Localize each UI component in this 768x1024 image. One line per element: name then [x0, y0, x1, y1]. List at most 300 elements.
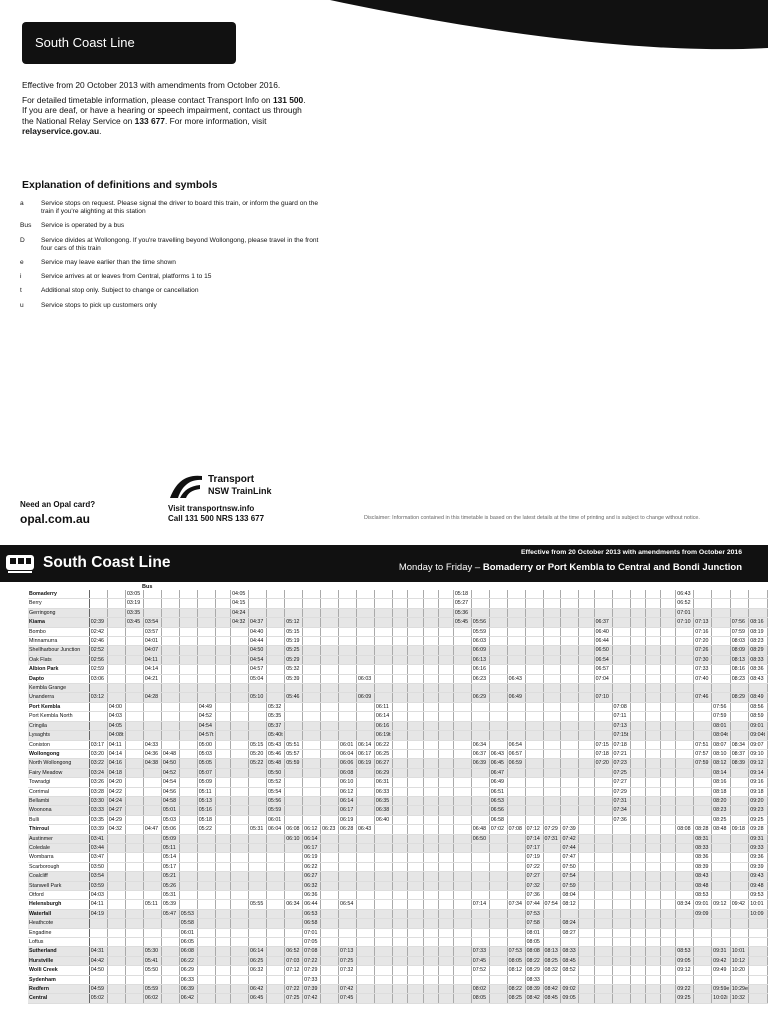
- departure-time: 04:32: [107, 825, 125, 834]
- departure-time: 06:14: [303, 834, 321, 843]
- departure-time: [730, 891, 749, 900]
- departure-time: 07:47: [561, 853, 579, 862]
- departure-time: [730, 919, 749, 928]
- departure-time: 07:25: [285, 994, 303, 1003]
- departure-time: [107, 985, 125, 994]
- departure-time: [179, 684, 197, 693]
- departure-time: [712, 608, 731, 617]
- departure-time: 05:01: [161, 806, 179, 815]
- departure-time: 04:00: [107, 702, 125, 711]
- departure-time: [197, 637, 215, 646]
- departure-time: 05:41: [143, 956, 161, 965]
- departure-time: 09:49: [712, 966, 731, 975]
- departure-time: [525, 740, 543, 749]
- departure-time: [525, 702, 543, 711]
- departure-time: [661, 693, 676, 702]
- departure-time: [374, 956, 392, 965]
- departure-time: [107, 938, 125, 947]
- departure-time: [694, 919, 712, 928]
- departure-time: [630, 693, 645, 702]
- timetable-row: [28, 928, 768, 937]
- departure-time: [249, 590, 267, 599]
- departure-time: [215, 599, 230, 608]
- bus-column-label: Bus: [142, 584, 153, 590]
- departure-time: [179, 749, 197, 758]
- visit-link[interactable]: transportnsw.info: [186, 504, 255, 513]
- definition-item: [20, 237, 320, 253]
- departure-time: [215, 909, 230, 918]
- departure-time: [179, 599, 197, 608]
- departure-time: [712, 919, 731, 928]
- departure-time: 07:21: [612, 749, 630, 758]
- departure-time: 06:22: [179, 956, 197, 965]
- departure-time: [525, 590, 543, 599]
- departure-time: [507, 721, 525, 730]
- departure-time: 08:24: [561, 919, 579, 928]
- departure-time: 09:10: [749, 749, 768, 758]
- station-name: Central: [28, 994, 89, 1003]
- departure-time: [438, 637, 453, 646]
- departure-time: [645, 928, 660, 937]
- departure-time: 09:23: [749, 806, 768, 815]
- departure-time: 05:27: [453, 599, 471, 608]
- departure-time: [694, 956, 712, 965]
- departure-time: [107, 843, 125, 852]
- departure-time: [143, 909, 161, 918]
- departure-time: [543, 684, 561, 693]
- departure-time: [630, 712, 645, 721]
- timetable-row: [28, 834, 768, 843]
- departure-time: [579, 881, 594, 890]
- departure-time: [594, 872, 612, 881]
- departure-time: [471, 796, 489, 805]
- departure-time: [612, 599, 630, 608]
- departure-time: [694, 796, 712, 805]
- departure-time: [125, 891, 143, 900]
- departure-time: 06:25: [249, 956, 267, 965]
- departure-time: [612, 843, 630, 852]
- departure-time: 09:16: [749, 778, 768, 787]
- departure-time: [321, 938, 339, 947]
- departure-time: 09:07: [749, 740, 768, 749]
- departure-time: 06:54: [594, 655, 612, 664]
- departure-time: [694, 702, 712, 711]
- departure-time: [694, 985, 712, 994]
- departure-time: [594, 966, 612, 975]
- departure-time: [645, 674, 660, 683]
- departure-time: [285, 778, 303, 787]
- departure-time: 06:40: [594, 627, 612, 636]
- departure-time: [694, 712, 712, 721]
- departure-time: [125, 646, 143, 655]
- departure-time: [89, 731, 107, 740]
- timetable-row: [28, 618, 768, 627]
- departure-time: [661, 637, 676, 646]
- station-name: Wombarra: [28, 853, 89, 862]
- departure-time: [161, 693, 179, 702]
- departure-time: [393, 655, 408, 664]
- departure-time: [438, 956, 453, 965]
- departure-time: 03:44: [89, 843, 107, 852]
- relay-link[interactable]: relayservice.gov.au: [22, 125, 100, 136]
- departure-time: 07:20: [694, 637, 712, 646]
- departure-time: 04:52: [197, 712, 215, 721]
- departure-time: [453, 749, 471, 758]
- departure-time: [676, 778, 694, 787]
- station-name: Wollongong: [28, 749, 89, 758]
- departure-time: [423, 702, 438, 711]
- departure-time: [730, 590, 749, 599]
- departure-time: [107, 862, 125, 871]
- departure-time: [179, 796, 197, 805]
- departure-time: [694, 806, 712, 815]
- departure-time: [339, 909, 357, 918]
- departure-time: [89, 590, 107, 599]
- departure-time: [645, 768, 660, 777]
- departure-time: [408, 843, 423, 852]
- departure-time: [125, 815, 143, 824]
- departure-time: [356, 618, 374, 627]
- departure-time: 06:23: [471, 674, 489, 683]
- departure-time: [303, 749, 321, 758]
- departure-time: [285, 787, 303, 796]
- departure-time: [197, 599, 215, 608]
- departure-time: [676, 674, 694, 683]
- departure-time: [543, 891, 561, 900]
- departure-time: [303, 712, 321, 721]
- departure-time: [374, 665, 392, 674]
- departure-time: [161, 938, 179, 947]
- departure-time: [408, 618, 423, 627]
- departure-time: [543, 590, 561, 599]
- departure-time: [215, 928, 230, 937]
- timetable-row: [28, 806, 768, 815]
- departure-time: 09:42: [712, 956, 731, 965]
- departure-time: [661, 599, 676, 608]
- departure-time: [471, 975, 489, 984]
- departure-time: [231, 938, 249, 947]
- timetable-row: [28, 872, 768, 881]
- definition-item: [20, 302, 320, 310]
- departure-time: [285, 712, 303, 721]
- departure-time: [630, 928, 645, 937]
- departure-time: [408, 740, 423, 749]
- departure-time: 07:40: [694, 674, 712, 683]
- departure-time: [489, 891, 507, 900]
- departure-time: 06:10: [285, 834, 303, 843]
- departure-time: [423, 891, 438, 900]
- timetable-row: [28, 608, 768, 617]
- departure-time: [525, 618, 543, 627]
- departure-time: [594, 975, 612, 984]
- departure-time: 06:57: [594, 665, 612, 674]
- departure-time: 06:28: [339, 825, 357, 834]
- departure-time: [356, 834, 374, 843]
- departure-time: [215, 787, 230, 796]
- departure-time: 06:08: [285, 825, 303, 834]
- departure-time: [197, 900, 215, 909]
- departure-time: [215, 749, 230, 758]
- departure-time: [676, 693, 694, 702]
- departure-time: [408, 872, 423, 881]
- departure-time: 08:04t: [712, 731, 731, 740]
- departure-time: [507, 599, 525, 608]
- departure-time: [438, 985, 453, 994]
- departure-time: [438, 618, 453, 627]
- departure-time: [179, 834, 197, 843]
- departure-time: [661, 872, 676, 881]
- departure-time: [543, 608, 561, 617]
- departure-time: [489, 975, 507, 984]
- departure-time: [215, 618, 230, 627]
- departure-time: [285, 702, 303, 711]
- departure-time: 08:12: [507, 966, 525, 975]
- departure-time: [179, 891, 197, 900]
- departure-time: 06:25: [374, 749, 392, 758]
- departure-time: 05:35: [266, 712, 284, 721]
- departure-time: 07:46: [694, 693, 712, 702]
- departure-time: [321, 947, 339, 956]
- departure-time: [645, 947, 660, 956]
- departure-time: [374, 834, 392, 843]
- departure-time: [423, 900, 438, 909]
- departure-time: [393, 806, 408, 815]
- departure-time: [453, 702, 471, 711]
- departure-time: 06:06: [339, 759, 357, 768]
- departure-time: [374, 590, 392, 599]
- departure-time: [489, 618, 507, 627]
- departure-time: [579, 834, 594, 843]
- departure-time: [471, 721, 489, 730]
- departure-time: [321, 891, 339, 900]
- station-name: Woonona: [28, 806, 89, 815]
- departure-time: [676, 787, 694, 796]
- departure-time: 06:29: [471, 693, 489, 702]
- definition-text: Service stops on request. Please signal the driver to board this train, or inform the guard on the train if you're alighting at this station: [41, 200, 319, 216]
- departure-time: [453, 787, 471, 796]
- departure-time: 06:22: [374, 740, 392, 749]
- departure-time: [249, 919, 267, 928]
- departure-time: 07:15: [594, 740, 612, 749]
- departure-time: [408, 834, 423, 843]
- departure-time: [438, 599, 453, 608]
- departure-time: [89, 938, 107, 947]
- departure-time: [612, 665, 630, 674]
- departure-time: 09:31: [712, 947, 731, 956]
- departure-time: [179, 665, 197, 674]
- definition-text: Service may leave earlier than the time shown: [41, 259, 176, 267]
- departure-time: [125, 966, 143, 975]
- departure-time: 07:08: [612, 702, 630, 711]
- departure-time: [339, 627, 357, 636]
- departure-time: [423, 655, 438, 664]
- station-name: Sutherland: [28, 947, 89, 956]
- departure-time: [594, 778, 612, 787]
- departure-time: [303, 627, 321, 636]
- departure-time: 07:39: [303, 985, 321, 994]
- departure-time: 08:39: [730, 759, 749, 768]
- departure-time: [356, 928, 374, 937]
- departure-time: 07:34: [612, 806, 630, 815]
- departure-time: [712, 684, 731, 693]
- departure-time: [423, 834, 438, 843]
- departure-time: [179, 655, 197, 664]
- departure-time: 07:52: [471, 966, 489, 975]
- departure-time: [507, 843, 525, 852]
- departure-time: [594, 994, 612, 1003]
- departure-time: [471, 768, 489, 777]
- departure-time: [393, 966, 408, 975]
- departure-time: [471, 731, 489, 740]
- departure-time: [712, 891, 731, 900]
- timetable-row: [28, 975, 768, 984]
- departure-time: [423, 909, 438, 918]
- departure-time: [471, 815, 489, 824]
- departure-time: [645, 665, 660, 674]
- departure-time: [423, 759, 438, 768]
- departure-time: [612, 590, 630, 599]
- departure-time: [645, 975, 660, 984]
- timetable-row: [28, 985, 768, 994]
- departure-time: [161, 655, 179, 664]
- departure-time: 08:19: [749, 627, 768, 636]
- departure-time: 05:58: [179, 919, 197, 928]
- departure-time: 04:11: [143, 655, 161, 664]
- departure-time: [374, 618, 392, 627]
- timetable-row: [28, 627, 768, 636]
- departure-time: [730, 608, 749, 617]
- departure-time: 07:33: [471, 947, 489, 956]
- departure-time: [645, 815, 660, 824]
- departure-time: [489, 627, 507, 636]
- departure-time: 08:45: [561, 956, 579, 965]
- departure-time: [579, 665, 594, 674]
- departure-time: [453, 938, 471, 947]
- departure-time: [285, 590, 303, 599]
- departure-time: [197, 994, 215, 1003]
- departure-time: [356, 938, 374, 947]
- departure-time: [303, 768, 321, 777]
- departure-time: [408, 712, 423, 721]
- departure-time: [197, 966, 215, 975]
- departure-time: [630, 909, 645, 918]
- departure-time: [507, 881, 525, 890]
- departure-time: [374, 881, 392, 890]
- departure-time: [374, 966, 392, 975]
- departure-time: [161, 646, 179, 655]
- departure-time: 04:59: [89, 985, 107, 994]
- departure-time: [249, 975, 267, 984]
- departure-time: [594, 787, 612, 796]
- timetable-row: [28, 825, 768, 834]
- departure-time: [579, 674, 594, 683]
- departure-time: 04:22: [107, 787, 125, 796]
- departure-time: [661, 759, 676, 768]
- timetable-row: [28, 947, 768, 956]
- departure-time: [303, 815, 321, 824]
- departure-time: [543, 909, 561, 918]
- departure-time: 08:52: [561, 966, 579, 975]
- departure-time: 03:45: [125, 618, 143, 627]
- departure-time: 07:29: [303, 966, 321, 975]
- departure-time: 04:14: [143, 665, 161, 674]
- departure-time: [356, 608, 374, 617]
- departure-time: [231, 806, 249, 815]
- departure-time: 07:42: [303, 994, 321, 1003]
- departure-time: [543, 853, 561, 862]
- departure-time: [215, 862, 230, 871]
- departure-time: [661, 796, 676, 805]
- departure-time: [507, 712, 525, 721]
- departure-time: 06:14: [356, 740, 374, 749]
- departure-time: 09:14: [749, 768, 768, 777]
- departure-time: [356, 655, 374, 664]
- departure-time: [285, 909, 303, 918]
- departure-time: [676, 975, 694, 984]
- departure-time: [197, 665, 215, 674]
- departure-time: [579, 749, 594, 758]
- departure-time: [579, 966, 594, 975]
- departure-time: [143, 891, 161, 900]
- departure-time: [749, 590, 768, 599]
- departure-time: 07:50: [561, 862, 579, 871]
- departure-time: 04:33: [143, 740, 161, 749]
- departure-time: [676, 862, 694, 871]
- departure-time: [125, 787, 143, 796]
- departure-time: [730, 778, 749, 787]
- departure-time: 08:22: [525, 956, 543, 965]
- departure-time: [453, 947, 471, 956]
- departure-time: [489, 947, 507, 956]
- departure-time: [321, 712, 339, 721]
- departure-time: [374, 853, 392, 862]
- departure-time: 06:14: [374, 712, 392, 721]
- departure-time: 09:01: [749, 721, 768, 730]
- departure-time: 03:22: [89, 759, 107, 768]
- station-name: Minnamurra: [28, 637, 89, 646]
- departure-time: 06:17: [356, 749, 374, 758]
- departure-time: [249, 881, 267, 890]
- departure-time: [630, 825, 645, 834]
- departure-time: [266, 834, 284, 843]
- definition-key: Bus: [20, 222, 32, 230]
- departure-time: [393, 712, 408, 721]
- timetable-table: [28, 590, 768, 1004]
- departure-time: [645, 891, 660, 900]
- departure-time: [356, 627, 374, 636]
- departure-time: [423, 862, 438, 871]
- departure-time: [489, 853, 507, 862]
- departure-time: [730, 862, 749, 871]
- departure-time: [579, 627, 594, 636]
- departure-time: [143, 806, 161, 815]
- departure-time: [712, 938, 731, 947]
- departure-time: [321, 815, 339, 824]
- departure-time: [730, 806, 749, 815]
- departure-time: [249, 815, 267, 824]
- departure-time: [393, 796, 408, 805]
- departure-time: [215, 834, 230, 843]
- departure-time: [579, 919, 594, 928]
- opal-link[interactable]: opal.com.au: [20, 512, 91, 526]
- departure-time: 06:31: [374, 778, 392, 787]
- departure-time: [579, 825, 594, 834]
- departure-time: [561, 665, 579, 674]
- departure-time: [231, 919, 249, 928]
- departure-time: [215, 938, 230, 947]
- departure-time: [266, 853, 284, 862]
- departure-time: [231, 909, 249, 918]
